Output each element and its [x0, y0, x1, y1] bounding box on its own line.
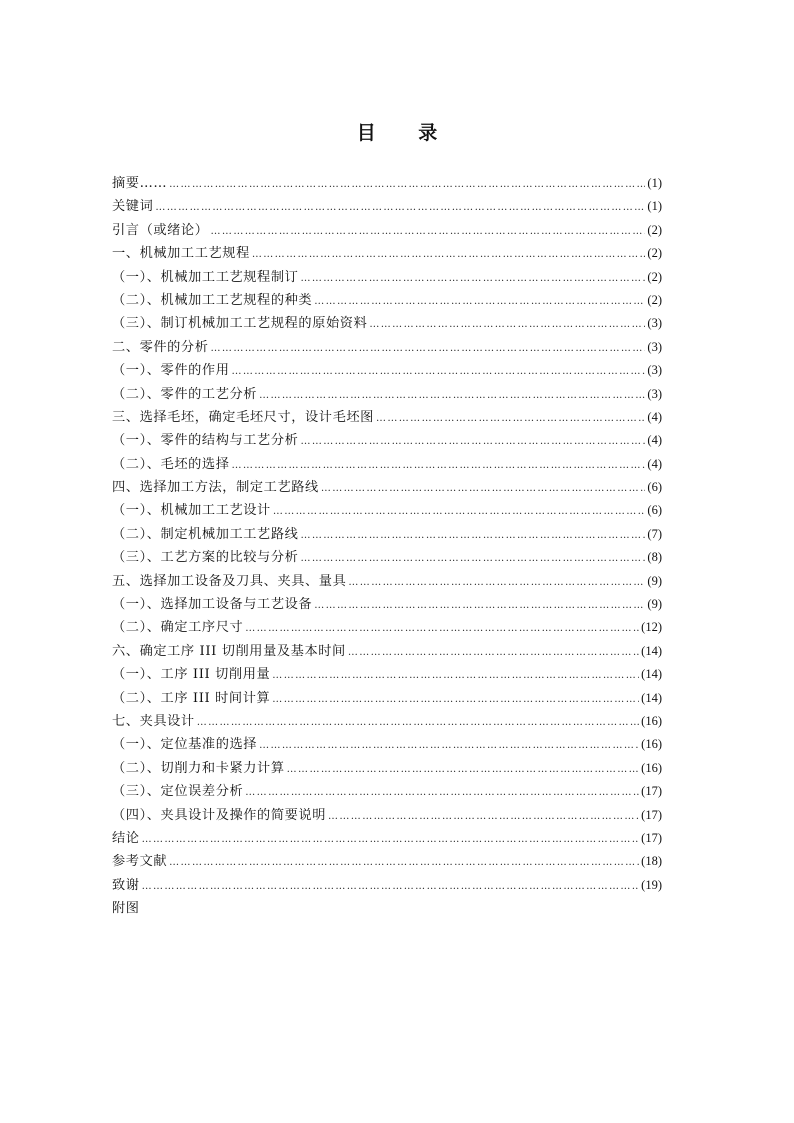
toc-entry-label: 六、确定工序 III 切削用量及基本时间 — [112, 643, 346, 659]
toc-entry-page: (16) — [641, 760, 662, 775]
toc-entry-label: （四）、夹具设计及操作的简要说明 — [112, 807, 326, 823]
toc-entry — [112, 640, 662, 663]
toc-entry-page: (7) — [647, 526, 662, 541]
toc-entry-page: (9) — [647, 573, 662, 588]
dot-leader — [169, 173, 645, 196]
toc-entry — [112, 593, 662, 616]
toc-entry — [112, 219, 662, 242]
toc-entry-label: （二）、毛坯的选择 — [112, 456, 230, 472]
toc-entry-label: 附图 — [112, 901, 140, 917]
toc-entry — [112, 663, 662, 686]
toc-entry-label: 关键词 — [112, 199, 154, 215]
toc-entry-page: (6) — [647, 480, 662, 495]
dot-leader — [287, 758, 640, 781]
dot-leader — [272, 688, 639, 711]
toc-entry-label: 参考文献 — [112, 854, 168, 870]
dot-leader — [245, 617, 639, 640]
toc-entry-label: （一）、机械加工工艺设计 — [112, 503, 271, 519]
toc-entry-page: (14) — [641, 667, 662, 682]
toc-entry — [112, 570, 662, 593]
dot-leader — [314, 594, 645, 617]
toc-entry — [112, 757, 662, 780]
dot-leader — [314, 290, 645, 313]
toc-entry-label: （二）、切削力和卡紧力计算 — [112, 760, 285, 776]
toc-entry-page: (12) — [641, 620, 662, 635]
dot-leader — [142, 828, 640, 851]
dot-leader — [169, 851, 639, 874]
toc-entry-page: (6) — [647, 503, 662, 518]
dot-leader — [376, 407, 645, 430]
dot-leader — [155, 196, 645, 219]
toc-entry-page: (4) — [647, 409, 662, 424]
toc-entry — [112, 897, 662, 920]
toc-entry-page: (17) — [641, 830, 662, 845]
toc-entry-page: (2) — [647, 292, 662, 307]
toc-entry — [112, 850, 662, 873]
toc-entry-label: （一）、机械加工工艺规程制订 — [112, 269, 299, 285]
toc-entry-page: (16) — [641, 713, 662, 728]
toc-entry-page: (17) — [641, 784, 662, 799]
toc-entry-label: （一）、定位基准的选择 — [112, 737, 258, 753]
dot-leader — [321, 477, 646, 500]
toc-entry-page: (3) — [647, 339, 662, 354]
dot-leader — [300, 430, 645, 453]
toc-entry-label: 致谢 — [112, 877, 140, 893]
dot-leader — [328, 805, 639, 828]
dot-leader — [348, 571, 645, 594]
toc-entry — [112, 546, 662, 569]
dot-leader — [259, 384, 645, 407]
toc-entry-label: （三）、定位误差分析 — [112, 784, 244, 800]
dot-leader — [300, 267, 645, 290]
toc-entry-label: 三、选择毛坯，确定毛坯尺寸，设计毛坯图 — [112, 409, 374, 425]
toc-entry-label: （二）、机械加工工艺规程的种类 — [112, 292, 313, 308]
toc-entry — [112, 523, 662, 546]
dot-leader — [142, 875, 640, 898]
toc-entry-label: （一）、工序 III 切削用量 — [112, 667, 271, 683]
toc-entry — [112, 616, 662, 639]
dot-leader — [348, 641, 639, 664]
dot-leader — [300, 524, 645, 547]
toc-entry — [112, 804, 662, 827]
toc-entry-label: 七、夹具设计 — [112, 713, 195, 729]
toc-entry-label: 摘要…… — [112, 176, 168, 191]
toc-entry-page: (18) — [641, 854, 662, 869]
dot-leader — [232, 454, 646, 477]
page-title: 目 录 — [356, 122, 456, 144]
toc-entry-label: 二、零件的分析 — [112, 339, 209, 355]
dot-leader — [211, 220, 646, 243]
toc-entry-label: （二）、工序 III 时间计算 — [112, 690, 271, 706]
toc-entry — [112, 266, 662, 289]
toc-entry-page: (2) — [647, 246, 662, 261]
toc-entry — [112, 289, 662, 312]
toc-entry — [112, 429, 662, 452]
toc-entry — [112, 406, 662, 429]
dot-leader — [197, 711, 639, 734]
toc-entry — [112, 827, 662, 850]
toc-entry-page: (14) — [641, 643, 662, 658]
dot-leader — [300, 547, 645, 570]
toc-entry — [112, 195, 662, 218]
toc-entry-label: 五、选择加工设备及刀具、夹具、量具 — [112, 573, 347, 589]
toc-entry-page: (4) — [647, 433, 662, 448]
dot-leader — [245, 781, 639, 804]
dot-leader — [272, 664, 639, 687]
toc-entry-label: （一）、零件的结构与工艺分析 — [112, 433, 299, 449]
toc-entry-label: （三）、制订机械加工工艺规程的原始资料 — [112, 316, 368, 332]
toc-entry — [112, 242, 662, 265]
dot-leader — [259, 734, 639, 757]
toc-entry-label: 四、选择加工方法，制定工艺路线 — [112, 480, 319, 496]
toc-entry-label: （一）、选择加工设备与工艺设备 — [112, 597, 313, 613]
toc-entry-page: (3) — [647, 316, 662, 331]
toc-entry — [112, 359, 662, 382]
toc-entry-label: （一）、零件的作用 — [112, 363, 230, 379]
toc-entry-page: (9) — [647, 597, 662, 612]
toc-entry — [112, 874, 662, 897]
toc-entry — [112, 687, 662, 710]
toc-entry-page: (4) — [647, 456, 662, 471]
toc-entry — [112, 780, 662, 803]
toc-entry-page: (8) — [647, 550, 662, 565]
toc-entry-label: （二）、制定机械加工工艺路线 — [112, 526, 299, 542]
dot-leader — [232, 360, 646, 383]
toc-entry-page: (1) — [647, 199, 662, 214]
toc-entry-page: (3) — [647, 386, 662, 401]
dot-leader — [211, 337, 646, 360]
toc-entry-page: (16) — [641, 737, 662, 752]
toc-entry-label: （二）、零件的工艺分析 — [112, 386, 258, 402]
toc-entry — [112, 383, 662, 406]
toc-entry-page: (19) — [641, 877, 662, 892]
toc-entry — [112, 336, 662, 359]
toc-entry — [112, 476, 662, 499]
table-of-contents — [112, 172, 662, 921]
dot-leader — [273, 500, 646, 523]
toc-entry-page: (2) — [647, 222, 662, 237]
toc-entry-label: （二）、确定工序尺寸 — [112, 620, 244, 636]
toc-entry-page: (17) — [641, 807, 662, 822]
dot-leader — [369, 313, 645, 336]
toc-entry — [112, 710, 662, 733]
toc-entry-label: 一、机械加工工艺规程 — [112, 246, 250, 262]
toc-entry — [112, 499, 662, 522]
toc-entry-label: 引言（或绪论） — [112, 222, 209, 238]
toc-entry-page: (14) — [641, 690, 662, 705]
dot-leader — [252, 243, 646, 266]
toc-entry — [112, 733, 662, 756]
toc-entry — [112, 172, 662, 195]
toc-entry-page: (1) — [647, 176, 662, 190]
toc-entry-page: (2) — [647, 269, 662, 284]
toc-entry — [112, 453, 662, 476]
toc-entry-label: 结论 — [112, 830, 140, 846]
toc-entry — [112, 312, 662, 335]
toc-entry-label: （三）、工艺方案的比较与分析 — [112, 550, 299, 566]
toc-entry-page: (3) — [647, 363, 662, 378]
